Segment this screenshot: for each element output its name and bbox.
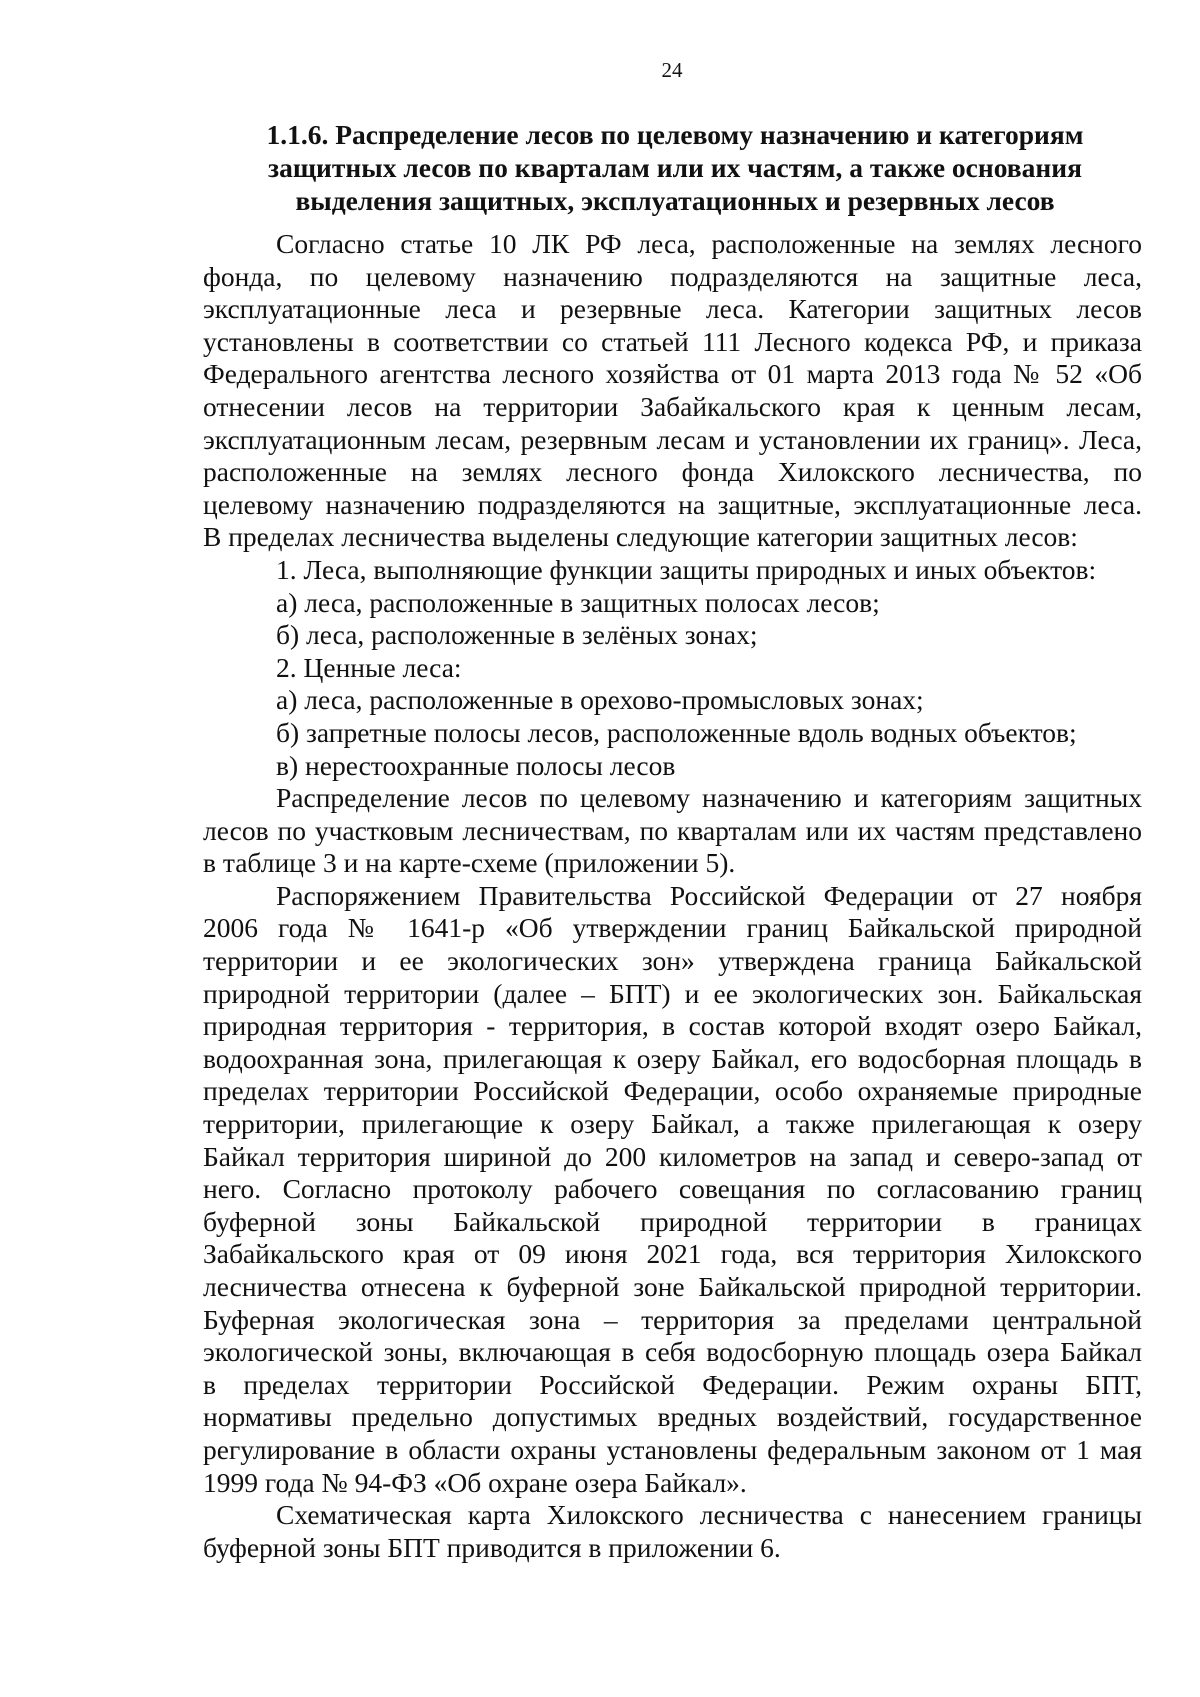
text-line: экологической зоны, включающая в себя водосборную площадь озера Байкал	[203, 1336, 1142, 1368]
section-title	[240, 118, 1110, 217]
section-title-line: защитных лесов по кварталам или их частям, а также основания	[268, 152, 1082, 183]
text-line: Распоряжением Правительства Российской Федерации от 27 ноября	[276, 879, 1142, 911]
list-item: 2. Ценные леса:	[276, 651, 462, 683]
section-title-line: 1.1.6. Распределение лесов по целевому назначению и категориям	[266, 119, 1084, 150]
text-line: 2006 года № 1641-р «Об утверждении границ Байкальской природной	[203, 912, 1142, 944]
section-title-line: выделения защитных, эксплуатационных и резервных лесов	[295, 185, 1055, 216]
text-line: расположенные на землях лесного фонда Хилокского лесничества, по	[203, 456, 1142, 488]
text-line: установлены в соответствии со статьей 111 Лесного кодекса РФ, и приказа	[203, 325, 1142, 357]
text-line: лесничества отнесена к буферной зоне Байкальской природной территории.	[203, 1271, 1142, 1302]
text-line: нормативы предельно допустимых вредных воздействий, государственное	[203, 1401, 1142, 1433]
list-item: б) леса, расположенные в зелёных зонах;	[276, 619, 758, 651]
text-line: водоохранная зона, прилегающая к озеру Байкал, его водосборная площадь в	[203, 1042, 1142, 1074]
text-line: буферной зоны Байкальской природной территории в границах	[203, 1205, 1142, 1237]
text-line: 1999 года № 94-ФЗ «Об охране озера Байкал».	[203, 1466, 747, 1498]
list-item: в) нерестоохранные полосы лесов	[276, 749, 676, 781]
list-item: б) запретные полосы лесов, расположенные вдоль водных объектов;	[276, 716, 1077, 748]
text-line: отнесении лесов на территории Забайкальского края к ценным лесам,	[203, 390, 1142, 422]
text-line: эксплуатационным лесам, резервным лесам и установлении их границ». Леса,	[203, 423, 1142, 455]
text-line: В пределах лесничества выделены следующие категории защитных лесов:	[203, 521, 1078, 553]
text-line: в пределах территории Российской Федерации. Режим охраны БПТ,	[203, 1368, 1142, 1400]
text-line: целевому назначению подразделяются на защитные, эксплуатационные леса.	[203, 488, 1142, 520]
list-item: а) леса, расположенные в орехово-промысловых зонах;	[276, 684, 924, 716]
list-item: а) леса, расположенные в защитных полосах лесов;	[276, 586, 880, 618]
text-line: регулирование в области охраны установлены федеральным законом от 1 мая	[203, 1433, 1142, 1465]
text-line: лесов по участковым лесничествам, по кварталам или их частям представлено	[203, 814, 1142, 846]
text-line: природная территория - территория, в состав которой входят озеро Байкал,	[203, 1010, 1142, 1042]
text-line: него. Согласно протоколу рабочего совещания по согласованию границ	[203, 1173, 1142, 1205]
text-line: природной территории (далее – БПТ) и ее экологических зон. Байкальская	[203, 977, 1142, 1009]
text-line: буферной зоны БПТ приводится в приложении 6.	[203, 1531, 781, 1563]
text-line: Федерального агентства лесного хозяйства от 01 марта 2013 года № 52 «Об	[203, 358, 1142, 390]
text-line: фонда, по целевому назначению подразделяются на защитные леса,	[203, 260, 1142, 292]
text-line: Согласно статье 10 ЛК РФ леса, расположенные на землях лесного	[276, 228, 1142, 259]
page-number: 24	[661, 58, 683, 82]
text-line: пределах территории Российской Федерации, особо охраняемые природные	[203, 1075, 1142, 1107]
list-item: 1. Леса, выполняющие функции защиты природных и иных объектов:	[276, 553, 1097, 585]
text-line: эксплуатационные леса и резервные леса. Категории защитных лесов	[203, 293, 1142, 325]
text-line: территории и ее экологических зон» утверждена граница Байкальской	[203, 945, 1142, 977]
text-line: Байкал территория шириной до 200 километров на запад и северо-запад от	[203, 1140, 1142, 1172]
text-line: Схематическая карта Хилокского лесничества с нанесением границы	[276, 1499, 1142, 1531]
text-line: Распределение лесов по целевому назначению и категориям защитных	[276, 782, 1142, 814]
body-text	[203, 228, 1142, 1564]
text-line: Забайкальского края от 09 июня 2021 года, вся территория Хилокского	[203, 1238, 1142, 1270]
text-line: Буферная экологическая зона – территория за пределами центральной	[203, 1303, 1142, 1335]
text-line: в таблице 3 и на карте-схеме (приложении 5).	[203, 847, 736, 879]
text-line: территории, прилегающие к озеру Байкал, а также прилегающая к озеру	[203, 1108, 1142, 1140]
